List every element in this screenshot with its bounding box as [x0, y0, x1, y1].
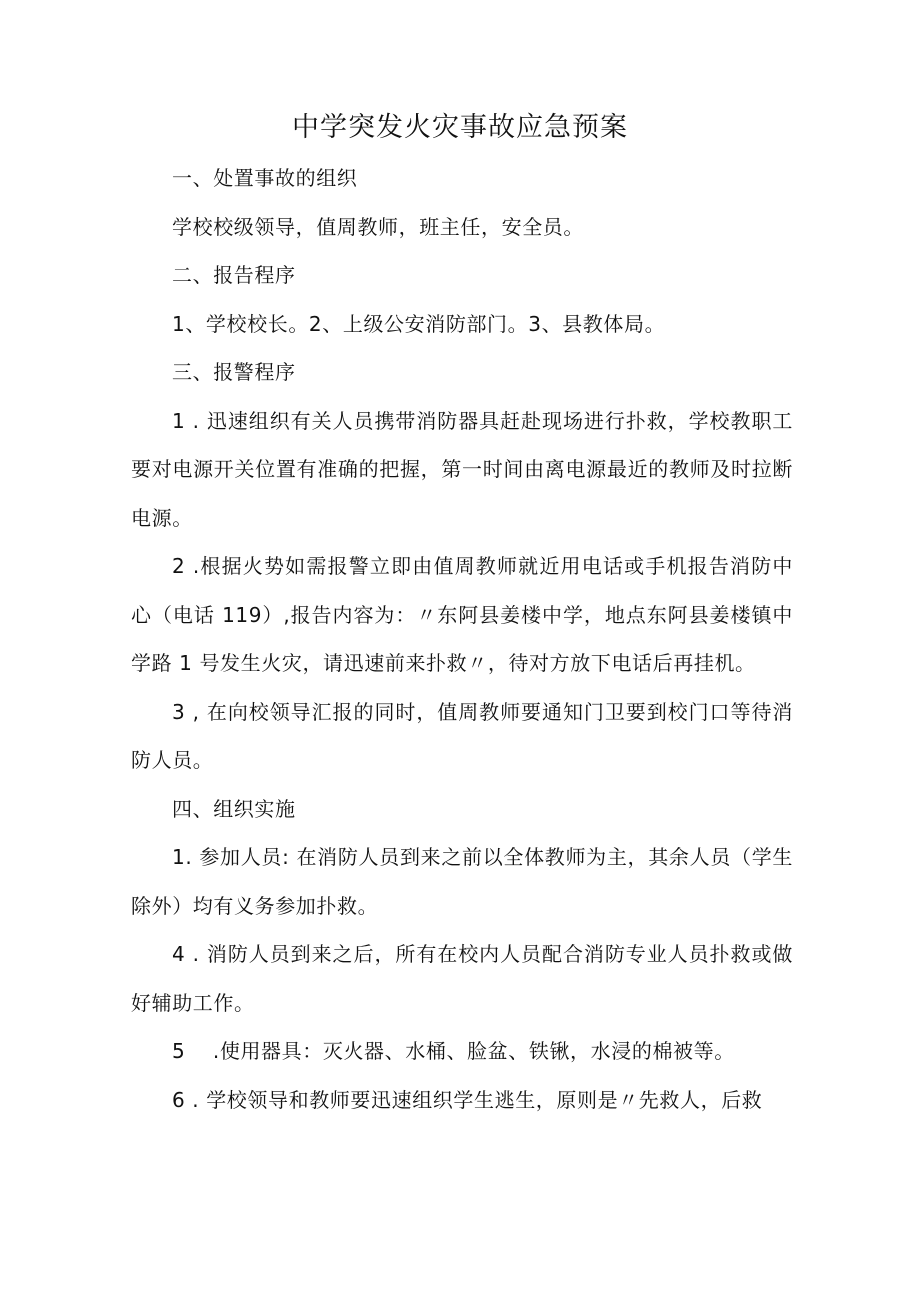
paragraph: 学校校级领导，值周教师，班主任，安全员。 — [172, 214, 584, 239]
paragraph: 6 . 学校领导和教师要迅速组织学生逃生，原则是〃先救人，后救 — [172, 1087, 763, 1112]
paragraph: 4 . 消防人员到来之后，所有在校内人员配合消防专业人员扑救或做好辅助工作。 — [131, 942, 793, 1015]
paragraph: 2 .根据火势如需报警立即由值周教师就近用电话或手机报告消防中心（电话 119）,报告内容为：〃东阿县姜楼中学，地点东阿县姜楼镇中学路 1 号发生火灾，请迅速前来扑救〃，待对方放下电话后再挂机。 — [131, 554, 793, 675]
section-heading: 一、处置事故的组织 — [172, 166, 358, 190]
section-heading: 四、组织实施 — [172, 796, 296, 821]
document-body — [131, 154, 793, 1124]
section-heading: 二、报告程序 — [172, 263, 296, 287]
document-title: 中学突发火灾事故应急预案 — [292, 112, 628, 143]
paragraph: 1、学校校长。2、上级公安消防部门。3、县教体局。 — [172, 311, 666, 336]
paragraph: 3 , 在向校领导汇报的同时，值周教师要通知门卫要到校门口等待消防人员。 — [131, 699, 793, 772]
paragraph: 1. 参加人员: 在消防人员到来之前以全体教师为主，其余人员（学生除外）均有义务参加扑救。 — [131, 845, 793, 918]
paragraph: 1 . 迅速组织有关人员携带消防器具赶赴现场进行扑救，学校教职工要对电源开关位置有准确的把握，第一时间由离电源最近的教师及时拉断电源。 — [131, 408, 793, 530]
section-heading: 三、报警程序 — [172, 360, 296, 384]
paragraph: 5 .使用器具：灭火器、水桶、脸盆、铁锹，水浸的棉被等。 — [172, 1039, 735, 1063]
